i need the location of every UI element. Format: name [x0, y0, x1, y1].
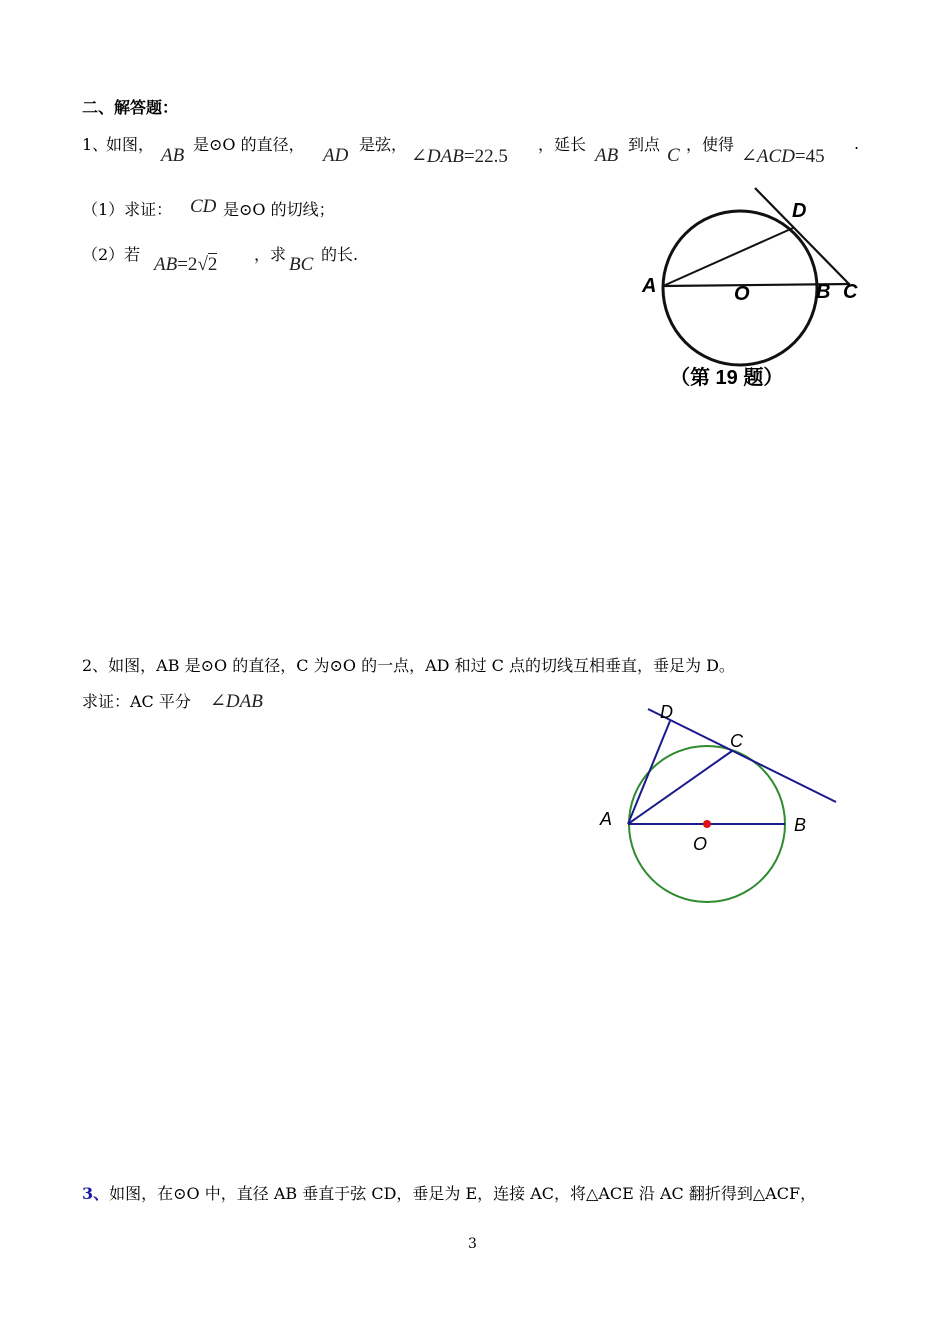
q1-label-d: D: [792, 200, 807, 222]
q1-part2-ab: AB: [154, 254, 178, 275]
q2-line-tangent: [648, 709, 836, 802]
q1-math-angle-dab: [411, 145, 508, 168]
q3-number: 3、: [82, 1184, 110, 1203]
q1-eq-1: =22.5: [463, 146, 508, 167]
q1-part2-math-ab: [154, 254, 217, 276]
q2-center-dot: [703, 820, 711, 828]
q1-part1-math-cd: CD: [190, 196, 217, 217]
q1-text-1: 如图，: [106, 135, 155, 154]
q1-figure-caption: （第 19 题）: [670, 367, 784, 389]
q1-label-c: C: [843, 281, 858, 303]
q3-text: 如图，在⊙O 中，直径 AB 垂直于弦 CD，垂足为 E，连接 AC，将△ACE 沿 AC 翻折得到△ACF，: [109, 1184, 817, 1203]
q1-label-a: A: [642, 275, 657, 297]
q2-label-b: B: [794, 815, 807, 835]
q2-label-a: A: [600, 809, 613, 829]
q2-line-2-math: ∠DAB: [210, 691, 263, 712]
q1-eq-2: =45: [794, 146, 825, 167]
q1-text-4: ，延长: [538, 135, 587, 154]
section-title: 二、解答题：: [82, 98, 179, 117]
q1-math-c: C: [667, 145, 680, 166]
q1-text-3: 是弦，: [359, 135, 408, 154]
page-number: 3: [468, 1236, 477, 1252]
q1-text-2: 是⊙O 的直径，: [193, 135, 305, 154]
q1-number: 1、: [82, 135, 109, 154]
q1-part2-text-1: ，求: [254, 245, 287, 264]
q1-math-ad: AD: [323, 145, 349, 166]
q2-line-1: 2、如图，AB 是⊙O 的直径，C 为⊙O 的一点，AD 和过 C 点的切线互相垂直，垂足为 D。: [82, 656, 735, 675]
q1-label-b: B: [816, 281, 831, 303]
q2-label-c: C: [730, 731, 743, 751]
q1-part2-math-bc: BC: [289, 254, 314, 275]
q1-part1-label: （1）求证：: [82, 200, 173, 219]
q1-math-angle-acd: [741, 145, 825, 168]
q1-part2-sqrt-value: 2: [207, 254, 218, 275]
q1-figure: [630, 178, 870, 398]
q1-part1-text: 是⊙O 的切线；: [223, 200, 335, 219]
q1-text-7: .: [854, 134, 860, 153]
q1-math-ab-2: AB: [595, 145, 619, 166]
q2-figure: [590, 695, 850, 910]
q1-angle-acd: ∠ACD: [741, 146, 795, 167]
q2-line-2-text: 求证：AC 平分: [82, 692, 191, 711]
q2-label-o: O: [693, 834, 708, 854]
q2-label-d: D: [660, 702, 673, 722]
q1-part2-eq: =2: [177, 254, 198, 275]
q1-label-o: O: [734, 283, 750, 305]
q1-text-5: 到点: [628, 135, 661, 154]
q1-part2-label: （2）若: [82, 245, 141, 264]
q1-text-6: ，使得: [686, 135, 735, 154]
q1-part2-text-2: 的长.: [321, 245, 359, 264]
q1-math-ab: AB: [161, 145, 185, 166]
sqrt-icon: √: [197, 254, 208, 275]
q3-line: [82, 1181, 816, 1204]
q1-angle-dab: ∠DAB: [411, 146, 464, 167]
